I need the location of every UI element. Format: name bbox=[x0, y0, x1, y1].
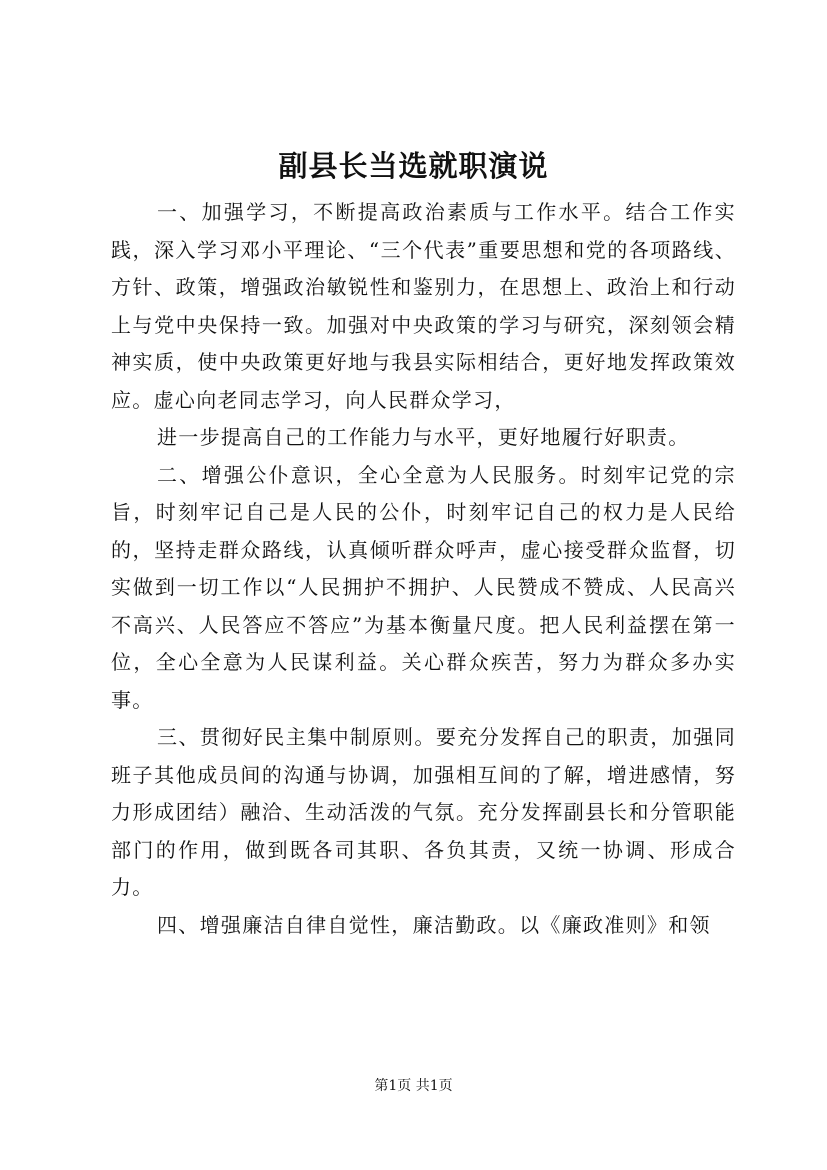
paragraph-study-continued: 进一步提高自己的工作能力与水平，更好地履行好职责。 bbox=[157, 425, 690, 449]
paragraph-public-servant: 二、增强公仆意识，全心全意为人民服务。时刻牢记党的宗旨，时刻牢记自己是人民的公仆，时刻牢记自己的权力是人民给的，坚持走群众路线，认真倾听群众呼声，虚心接受群众监督，切实做到一切工作以“人民拥护不拥护、人民赞成不赞成、人民高兴不高兴、人民答应不答应”为基本衡量尺度。把人民利益摆在第一位，全心全意为人民谋利益。关心群众疾苦，努力为群众多办实事。 bbox=[111, 462, 736, 712]
page-footer: 第1页 共1页 bbox=[374, 1078, 453, 1094]
document-body bbox=[111, 194, 736, 944]
paragraph-democratic-centralism: 三、贯彻好民主集中制原则。要充分发挥自己的职责，加强同班子其他成员间的沟通与协调，加强相互间的了解，增进感情，努力形成团结）融洽、生动活泼的气氛。充分发挥副县长和分管职能部门的作用，做到既各司其职、各负其责，又统一协调、形成合力。 bbox=[111, 725, 736, 899]
document-title: 副县长当选就职演说 bbox=[278, 149, 549, 183]
paragraph-study: 一、加强学习，不断提高政治素质与工作水平。结合工作实践，深入学习邓小平理论、“三个代表”重要思想和党的各项路线、方针、政策，增强政治敏锐性和鉴别力，在思想上、政治上和行动上与党中央保持一致。加强对中央政策的学习与研究，深刻领会精神实质，使中央政策更好地与我县实际相结合，更好地发挥政策效应。虚心向老同志学习，向人民群众学习， bbox=[111, 200, 736, 412]
paragraph-integrity: 四、增强廉洁自律自觉性，廉洁勤政。以《廉政准则》和领 bbox=[157, 912, 711, 937]
